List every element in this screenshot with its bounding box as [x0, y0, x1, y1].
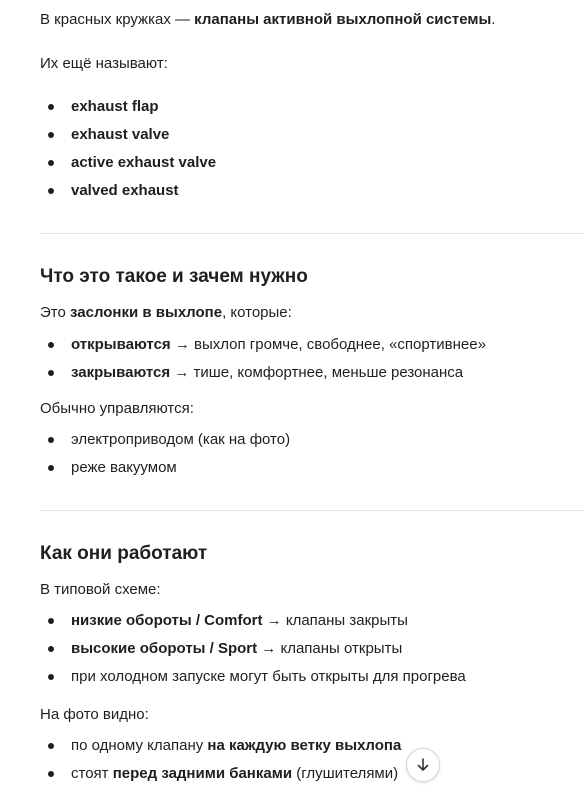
list-item: valved exhaust: [40, 177, 216, 205]
modes-list: [40, 607, 466, 691]
arrow-down-icon: [415, 757, 431, 773]
list-item: exhaust flap: [40, 93, 216, 121]
section-divider: [40, 233, 583, 234]
control-intro: Обычно управляются:: [40, 400, 194, 417]
scroll-to-bottom-button[interactable]: [406, 748, 440, 782]
intro-paragraph: В красных кружках — клапаны активной выхлопной системы.: [40, 11, 496, 28]
section-heading: Как они работают: [40, 543, 208, 564]
section-heading: Что это такое и зачем нужно: [40, 266, 308, 287]
list-item: стоят перед задними банками (глушителями): [40, 760, 401, 788]
list-item: по одному клапану на каждую ветку выхлопа: [40, 732, 401, 760]
list-item: exhaust valve: [40, 121, 216, 149]
section2-paragraph: В типовой схеме:: [40, 581, 161, 598]
list-item: закрываются → тише, комфортнее, меньше резонанса: [40, 359, 486, 387]
seen-intro: На фото видно:: [40, 706, 149, 723]
seen-list: [40, 732, 401, 788]
list-item: реже вакуумом: [40, 454, 290, 482]
list-item: active exhaust valve: [40, 149, 216, 177]
list-item: открываются → выхлоп громче, свободнее, «спортивнее»: [40, 331, 486, 359]
section-divider: [40, 510, 583, 511]
list-item: высокие обороты / Sport → клапаны открыты: [40, 635, 466, 663]
section1-paragraph: Это заслонки в выхлопе, которые:: [40, 304, 292, 321]
names-intro: Их ещё называют:: [40, 55, 168, 72]
list-item: низкие обороты / Comfort → клапаны закрыты: [40, 607, 466, 635]
control-list: [40, 426, 290, 482]
names-list: [40, 93, 216, 205]
list-item: при холодном запуске могут быть открыты для прогрева: [40, 663, 466, 691]
states-list: [40, 331, 486, 387]
list-item: электроприводом (как на фото): [40, 426, 290, 454]
